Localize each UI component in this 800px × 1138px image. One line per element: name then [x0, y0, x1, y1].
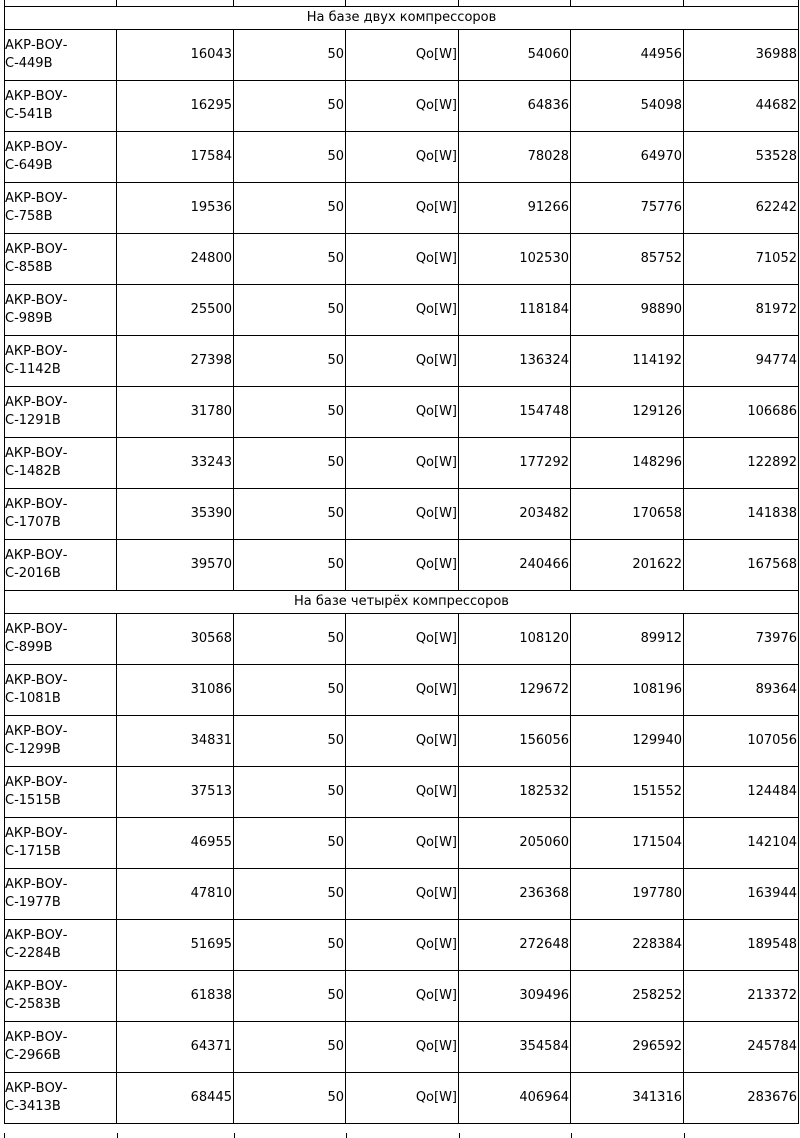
- model-cell: АКР-ВОУ- С-2583В: [5, 971, 117, 1022]
- spec-table-body: [5, 0, 799, 1124]
- value-cell-c4: 154748: [459, 387, 571, 438]
- value-cell-c2: 50: [234, 665, 346, 716]
- stub-line: [234, 1133, 235, 1138]
- model-cell: АКР-ВОУ- С-1482В: [5, 438, 117, 489]
- table-row: [5, 767, 799, 818]
- model-cell: АКР-ВОУ- С-1142В: [5, 336, 117, 387]
- value-cell-c1: 27398: [117, 336, 234, 387]
- value-cell-c5: 44956: [571, 30, 684, 81]
- value-cell-c1: 34831: [117, 716, 234, 767]
- section-title: На базе двух компрессоров: [5, 7, 799, 30]
- spec-table: [4, 0, 799, 1124]
- value-cell-c5: 129940: [571, 716, 684, 767]
- stub-line: [571, 1133, 572, 1138]
- value-cell-c4: 54060: [459, 30, 571, 81]
- value-cell-c6: 163944: [684, 869, 799, 920]
- value-cell-c4: 272648: [459, 920, 571, 971]
- value-cell-c2: 50: [234, 336, 346, 387]
- value-cell-c2: 50: [234, 614, 346, 665]
- value-cell-c3: Qo[W]: [346, 81, 459, 132]
- value-cell-c2: 50: [234, 869, 346, 920]
- value-cell-c4: 406964: [459, 1073, 571, 1124]
- model-cell: АКР-ВОУ- С-1715В: [5, 818, 117, 869]
- value-cell-c1: 64371: [117, 1022, 234, 1073]
- value-cell-c1: 16295: [117, 81, 234, 132]
- model-cell: АКР-ВОУ- С-2284В: [5, 920, 117, 971]
- value-cell-c3: Qo[W]: [346, 540, 459, 591]
- value-cell-c4: 354584: [459, 1022, 571, 1073]
- value-cell-c6: 141838: [684, 489, 799, 540]
- value-cell-c2: 50: [234, 489, 346, 540]
- model-cell: АКР-ВОУ- С-449В: [5, 30, 117, 81]
- table-row: [5, 489, 799, 540]
- value-cell-c2: 50: [234, 540, 346, 591]
- model-cell: АКР-ВОУ- С-3413В: [5, 1073, 117, 1124]
- table-row: [5, 234, 799, 285]
- section-title: На базе четырёх компрессоров: [5, 591, 799, 614]
- section-header-row: [5, 591, 799, 614]
- value-cell-c6: 142104: [684, 818, 799, 869]
- value-cell-c6: 62242: [684, 183, 799, 234]
- value-cell-c1: 47810: [117, 869, 234, 920]
- value-cell-c4: 136324: [459, 336, 571, 387]
- value-cell-c1: 19536: [117, 183, 234, 234]
- value-cell-c5: 201622: [571, 540, 684, 591]
- value-cell-c3: Qo[W]: [346, 665, 459, 716]
- value-cell-c6: 89364: [684, 665, 799, 716]
- value-cell-c2: 50: [234, 285, 346, 336]
- table-row: [5, 614, 799, 665]
- table-row: [5, 1073, 799, 1124]
- value-cell-c2: 50: [234, 438, 346, 489]
- table-row: [5, 387, 799, 438]
- value-cell-c4: 177292: [459, 438, 571, 489]
- value-cell-c3: Qo[W]: [346, 920, 459, 971]
- value-cell-c4: 78028: [459, 132, 571, 183]
- value-cell-c6: 107056: [684, 716, 799, 767]
- value-cell-c5: 148296: [571, 438, 684, 489]
- model-cell: АКР-ВОУ- С-1291В: [5, 387, 117, 438]
- model-cell: АКР-ВОУ- С-1081В: [5, 665, 117, 716]
- value-cell-c4: 64836: [459, 81, 571, 132]
- stub-line: [459, 1133, 460, 1138]
- model-cell: АКР-ВОУ- С-758В: [5, 183, 117, 234]
- value-cell-c5: 197780: [571, 869, 684, 920]
- value-cell-c2: 50: [234, 1073, 346, 1124]
- value-cell-c4: 102530: [459, 234, 571, 285]
- value-cell-c4: 236368: [459, 869, 571, 920]
- value-cell-c6: 283676: [684, 1073, 799, 1124]
- value-cell-c1: 30568: [117, 614, 234, 665]
- value-cell-c6: 71052: [684, 234, 799, 285]
- value-cell-c5: 85752: [571, 234, 684, 285]
- value-cell-c6: 122892: [684, 438, 799, 489]
- value-cell-c2: 50: [234, 1022, 346, 1073]
- value-cell-c4: 182532: [459, 767, 571, 818]
- table-row: [5, 30, 799, 81]
- stub-line: [684, 1133, 685, 1138]
- value-cell-c3: Qo[W]: [346, 869, 459, 920]
- value-cell-c2: 50: [234, 387, 346, 438]
- model-cell: АКР-ВОУ- С-541В: [5, 81, 117, 132]
- value-cell-c3: Qo[W]: [346, 336, 459, 387]
- value-cell-c5: 98890: [571, 285, 684, 336]
- table-row: [5, 920, 799, 971]
- model-cell: АКР-ВОУ- С-1707В: [5, 489, 117, 540]
- value-cell-c1: 39570: [117, 540, 234, 591]
- value-cell-c5: 89912: [571, 614, 684, 665]
- table-row: [5, 1022, 799, 1073]
- value-cell-c3: Qo[W]: [346, 1022, 459, 1073]
- model-cell: АКР-ВОУ- С-2016В: [5, 540, 117, 591]
- value-cell-c5: 258252: [571, 971, 684, 1022]
- value-cell-c1: 17584: [117, 132, 234, 183]
- value-cell-c2: 50: [234, 818, 346, 869]
- value-cell-c5: 341316: [571, 1073, 684, 1124]
- value-cell-c3: Qo[W]: [346, 30, 459, 81]
- value-cell-c1: 68445: [117, 1073, 234, 1124]
- value-cell-c6: 36988: [684, 30, 799, 81]
- model-cell: АКР-ВОУ- С-649В: [5, 132, 117, 183]
- value-cell-c3: Qo[W]: [346, 438, 459, 489]
- value-cell-c5: 75776: [571, 183, 684, 234]
- model-cell: АКР-ВОУ- С-858В: [5, 234, 117, 285]
- model-cell: АКР-ВОУ- С-1299В: [5, 716, 117, 767]
- value-cell-c3: Qo[W]: [346, 971, 459, 1022]
- value-cell-c3: Qo[W]: [346, 614, 459, 665]
- value-cell-c5: 170658: [571, 489, 684, 540]
- value-cell-c4: 129672: [459, 665, 571, 716]
- value-cell-c2: 50: [234, 920, 346, 971]
- value-cell-c6: 53528: [684, 132, 799, 183]
- table-row: [5, 716, 799, 767]
- value-cell-c6: 73976: [684, 614, 799, 665]
- stub-line: [346, 1133, 347, 1138]
- value-cell-c1: 24800: [117, 234, 234, 285]
- value-cell-c1: 46955: [117, 818, 234, 869]
- table-row: [5, 540, 799, 591]
- value-cell-c6: 189548: [684, 920, 799, 971]
- value-cell-c1: 33243: [117, 438, 234, 489]
- table-row: [5, 132, 799, 183]
- value-cell-c4: 91266: [459, 183, 571, 234]
- value-cell-c1: 25500: [117, 285, 234, 336]
- value-cell-c5: 129126: [571, 387, 684, 438]
- value-cell-c3: Qo[W]: [346, 1073, 459, 1124]
- table-row: [5, 438, 799, 489]
- table-row: [5, 336, 799, 387]
- value-cell-c1: 31086: [117, 665, 234, 716]
- value-cell-c2: 50: [234, 30, 346, 81]
- table-row: [5, 183, 799, 234]
- model-cell: АКР-ВОУ- С-989В: [5, 285, 117, 336]
- value-cell-c5: 54098: [571, 81, 684, 132]
- value-cell-c6: 94774: [684, 336, 799, 387]
- value-cell-c5: 151552: [571, 767, 684, 818]
- value-cell-c6: 213372: [684, 971, 799, 1022]
- value-cell-c5: 64970: [571, 132, 684, 183]
- model-cell: АКР-ВОУ- С-1515В: [5, 767, 117, 818]
- table-row: [5, 81, 799, 132]
- value-cell-c3: Qo[W]: [346, 716, 459, 767]
- value-cell-c6: 245784: [684, 1022, 799, 1073]
- value-cell-c1: 35390: [117, 489, 234, 540]
- value-cell-c2: 50: [234, 234, 346, 285]
- value-cell-c3: Qo[W]: [346, 818, 459, 869]
- value-cell-c1: 37513: [117, 767, 234, 818]
- value-cell-c3: Qo[W]: [346, 132, 459, 183]
- value-cell-c4: 205060: [459, 818, 571, 869]
- model-cell: АКР-ВОУ- С-2966В: [5, 1022, 117, 1073]
- value-cell-c4: 156056: [459, 716, 571, 767]
- value-cell-c5: 114192: [571, 336, 684, 387]
- value-cell-c3: Qo[W]: [346, 234, 459, 285]
- table-row: [5, 665, 799, 716]
- value-cell-c4: 118184: [459, 285, 571, 336]
- table-row: [5, 971, 799, 1022]
- stub-line: [117, 1133, 118, 1138]
- model-cell: АКР-ВОУ- С-899В: [5, 614, 117, 665]
- value-cell-c6: 124484: [684, 767, 799, 818]
- table-bottom-stub: [4, 1133, 799, 1138]
- value-cell-c5: 228384: [571, 920, 684, 971]
- value-cell-c1: 16043: [117, 30, 234, 81]
- model-cell: АКР-ВОУ- С-1977В: [5, 869, 117, 920]
- spec-table-container: [4, 0, 798, 1124]
- table-row: [5, 869, 799, 920]
- value-cell-c3: Qo[W]: [346, 489, 459, 540]
- value-cell-c2: 50: [234, 183, 346, 234]
- value-cell-c4: 309496: [459, 971, 571, 1022]
- value-cell-c1: 31780: [117, 387, 234, 438]
- value-cell-c3: Qo[W]: [346, 183, 459, 234]
- value-cell-c2: 50: [234, 971, 346, 1022]
- value-cell-c3: Qo[W]: [346, 285, 459, 336]
- value-cell-c1: 61838: [117, 971, 234, 1022]
- value-cell-c2: 50: [234, 767, 346, 818]
- value-cell-c3: Qo[W]: [346, 767, 459, 818]
- value-cell-c3: Qo[W]: [346, 387, 459, 438]
- value-cell-c4: 203482: [459, 489, 571, 540]
- value-cell-c6: 81972: [684, 285, 799, 336]
- section-header-row: [5, 7, 799, 30]
- table-row: [5, 818, 799, 869]
- table-row: [5, 285, 799, 336]
- value-cell-c2: 50: [234, 81, 346, 132]
- value-cell-c2: 50: [234, 716, 346, 767]
- value-cell-c6: 106686: [684, 387, 799, 438]
- value-cell-c5: 296592: [571, 1022, 684, 1073]
- value-cell-c5: 108196: [571, 665, 684, 716]
- value-cell-c6: 167568: [684, 540, 799, 591]
- value-cell-c4: 108120: [459, 614, 571, 665]
- value-cell-c5: 171504: [571, 818, 684, 869]
- value-cell-c4: 240466: [459, 540, 571, 591]
- value-cell-c6: 44682: [684, 81, 799, 132]
- value-cell-c1: 51695: [117, 920, 234, 971]
- value-cell-c2: 50: [234, 132, 346, 183]
